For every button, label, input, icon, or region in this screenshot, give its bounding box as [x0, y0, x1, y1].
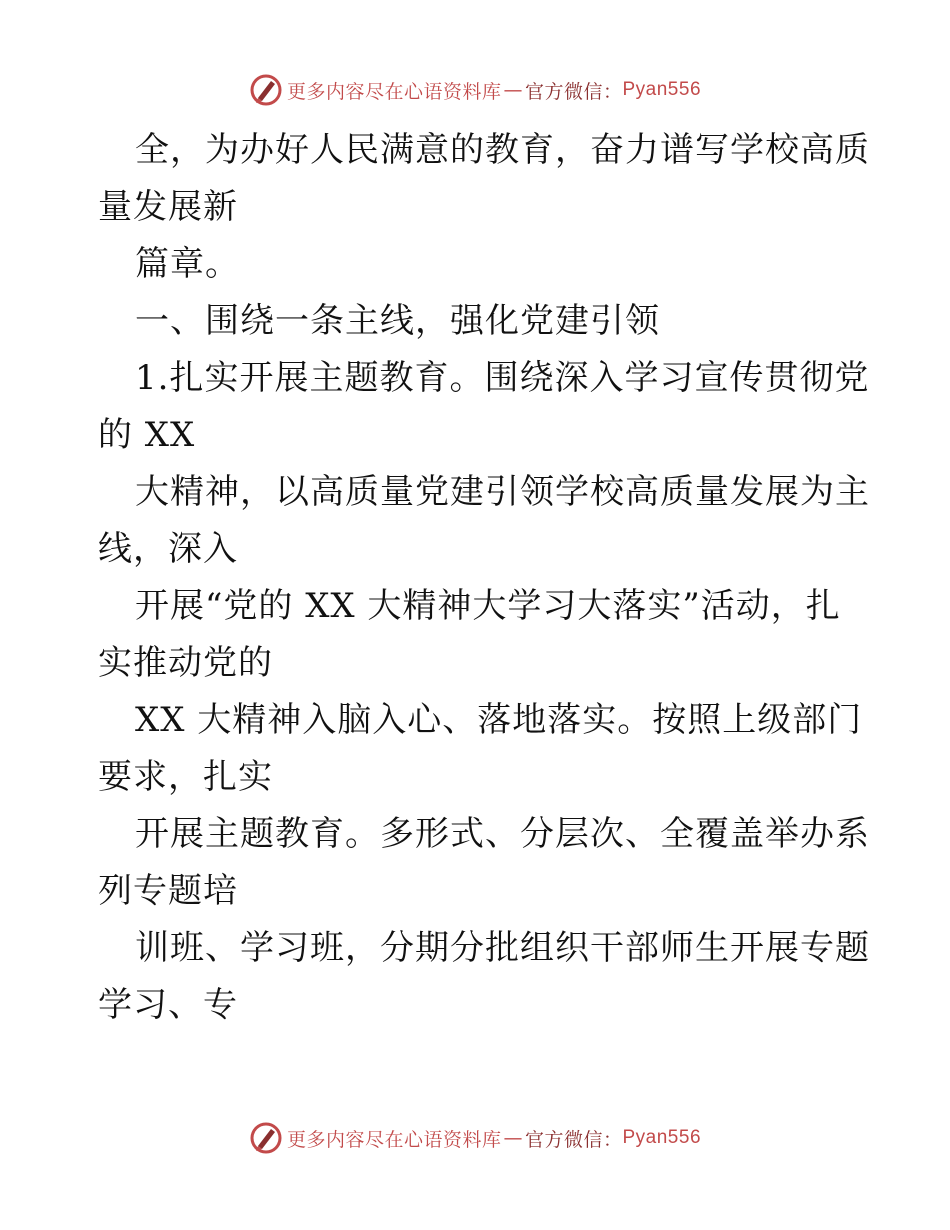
text-line: XX 大精神入脑入心、落地落实。按照上级部门 — [135, 700, 863, 740]
watermark-wechat-id: Pyan556 — [622, 1127, 702, 1148]
body-text — [98, 122, 870, 1034]
text-line: 开展“党的 XX 大精神大学习大落实”活动，扎 — [135, 586, 841, 626]
text-line: 开展主题教育。多形式、分层次、全覆盖举办系 — [135, 814, 870, 854]
text-line: 量发展新 — [98, 187, 238, 227]
watermark-wechat-label: 官方微信： — [524, 1128, 623, 1151]
text-line: 1.扎实开展主题教育。围绕深入学习宣传贯彻党 — [135, 358, 870, 398]
text-line: 一、围绕一条主线，强化党建引领 — [135, 301, 660, 341]
watermark-brand: 更多内容尽在心语资料库 — [286, 80, 502, 103]
watermark-dash: — — [503, 1127, 523, 1149]
watermark-wechat-label: 官方微信： — [524, 80, 623, 103]
pen-logo-icon — [249, 73, 283, 107]
text-line: 要求，扎实 — [98, 757, 273, 797]
text-line: 实推动党的 — [98, 643, 273, 683]
watermark-header — [0, 70, 950, 110]
text-line: 学习、专 — [98, 985, 238, 1025]
text-line: 全，为办好人民满意的教育，奋力谱写学校高质 — [135, 130, 870, 170]
text-line: 篇章。 — [135, 244, 240, 284]
watermark-dash: — — [503, 79, 523, 101]
pen-logo-icon — [249, 1121, 283, 1155]
watermark-brand: 更多内容尽在心语资料库 — [286, 1128, 502, 1151]
watermark-wechat-id: Pyan556 — [622, 79, 702, 100]
text-line: 的 XX — [98, 415, 196, 455]
watermark-footer — [0, 1118, 950, 1158]
text-line: 列专题培 — [98, 871, 238, 911]
text-line: 训班、学习班，分期分批组织干部师生开展专题 — [135, 928, 870, 968]
text-line: 大精神，以高质量党建引领学校高质量发展为主 — [135, 472, 870, 512]
text-line: 线，深入 — [98, 529, 238, 569]
